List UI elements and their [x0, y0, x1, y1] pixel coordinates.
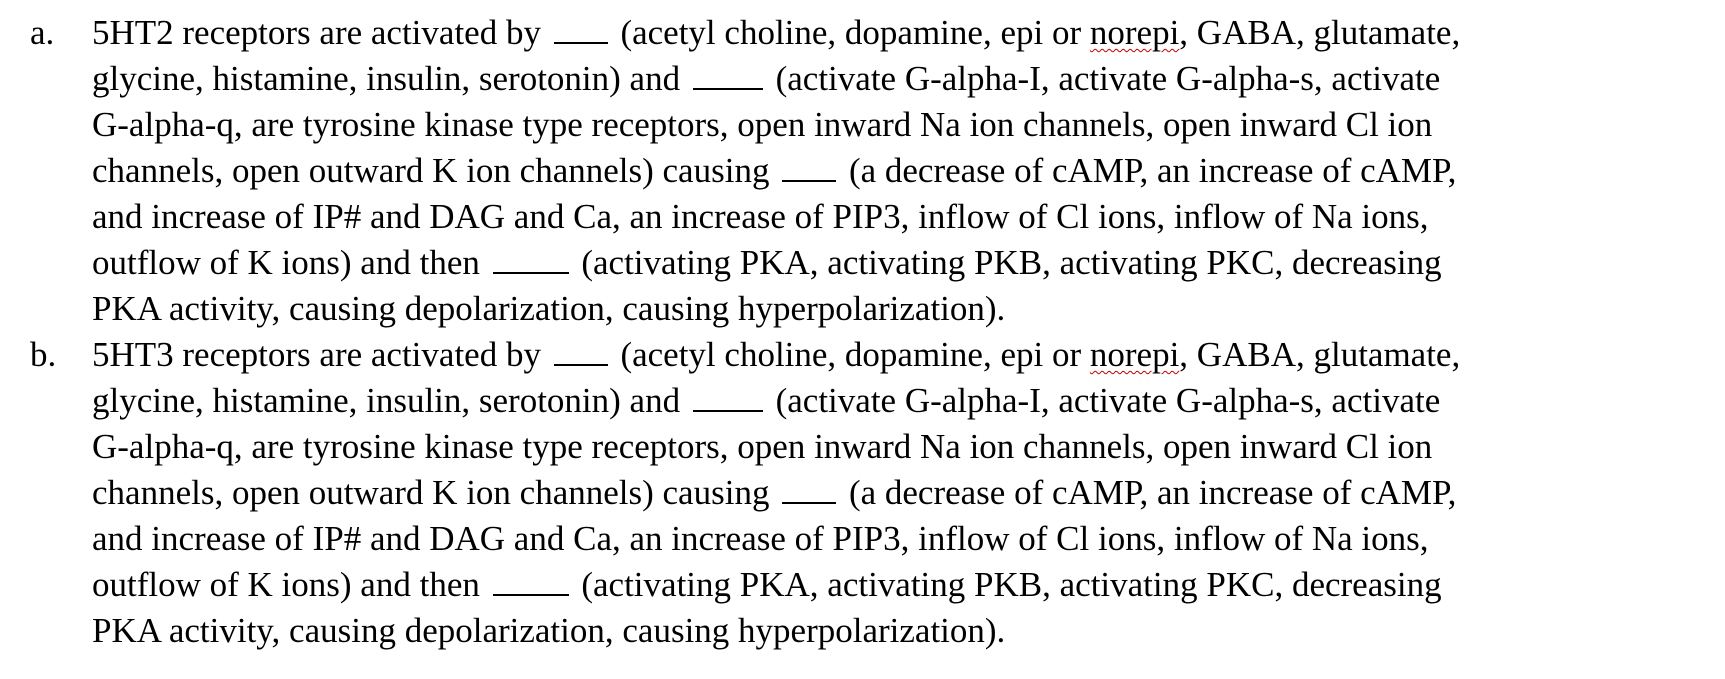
line-1	[92, 10, 1685, 56]
text-segment: 5HT3 receptors are activated by	[92, 335, 541, 374]
text-segment: (acetyl choline, dopamine, epi or	[620, 335, 1082, 374]
text-segment: channels, open outward K ion channels) causing	[92, 473, 770, 512]
text-segment: glycine, histamine, insulin, serotonin) and	[92, 59, 681, 98]
question-item-a	[0, 10, 1725, 332]
answer-blank[interactable]	[782, 150, 836, 182]
answer-blank[interactable]	[493, 242, 569, 274]
line-7: PKA activity, causing depolarization, causing hyperpolarization).	[92, 611, 1006, 650]
line-3: G-alpha-q, are tyrosine kinase type receptors, open inward Na ion channels, open inward Cl ion	[92, 427, 1433, 466]
line-1	[92, 332, 1685, 378]
list-marker-a: a.	[30, 13, 55, 52]
text-segment: (a decrease of cAMP, an increase of cAMP,	[848, 151, 1457, 190]
text-segment: outflow of K ions) and then	[92, 243, 480, 282]
text-segment: , GABA, glutamate,	[1179, 335, 1461, 374]
answer-blank[interactable]	[554, 334, 608, 366]
line-7: PKA activity, causing depolarization, causing hyperpolarization).	[92, 289, 1006, 328]
text-segment: (acetyl choline, dopamine, epi or	[620, 13, 1082, 52]
answer-blank[interactable]	[782, 472, 836, 504]
text-segment: glycine, histamine, insulin, serotonin) and	[92, 381, 681, 420]
spellcheck-word: norepi	[1089, 335, 1180, 374]
line-2	[92, 378, 1685, 424]
text-segment: (activate G-alpha-I, activate G-alpha-s, activate	[775, 381, 1441, 420]
text-segment: outflow of K ions) and then	[92, 565, 480, 604]
text-segment: (activating PKA, activating PKB, activating PKC, decreasing	[581, 565, 1442, 604]
text-segment: , GABA, glutamate,	[1179, 13, 1461, 52]
answer-blank[interactable]	[693, 380, 763, 412]
answer-blank[interactable]	[493, 564, 569, 596]
document-body	[0, 10, 1725, 654]
line-5: and increase of IP# and DAG and Ca, an increase of PIP3, inflow of Cl ions, inflow of Na ions,	[92, 197, 1429, 236]
list-marker-b: b.	[30, 335, 57, 374]
text-segment: channels, open outward K ion channels) causing	[92, 151, 770, 190]
question-item-b	[0, 332, 1725, 654]
line-2	[92, 56, 1685, 102]
text-segment: (activating PKA, activating PKB, activating PKC, decreasing	[581, 243, 1442, 282]
text-segment: 5HT2 receptors are activated by	[92, 13, 541, 52]
line-4	[92, 148, 1685, 194]
answer-blank[interactable]	[693, 58, 763, 90]
text-segment: (activate G-alpha-I, activate G-alpha-s, activate	[775, 59, 1441, 98]
spellcheck-word: norepi	[1089, 13, 1180, 52]
line-6	[92, 562, 1685, 608]
line-6	[92, 240, 1685, 286]
line-5: and increase of IP# and DAG and Ca, an increase of PIP3, inflow of Cl ions, inflow of Na ions,	[92, 519, 1429, 558]
line-4	[92, 470, 1685, 516]
answer-blank[interactable]	[554, 12, 608, 44]
text-segment: (a decrease of cAMP, an increase of cAMP,	[848, 473, 1457, 512]
line-3: G-alpha-q, are tyrosine kinase type receptors, open inward Na ion channels, open inward Cl ion	[92, 105, 1433, 144]
